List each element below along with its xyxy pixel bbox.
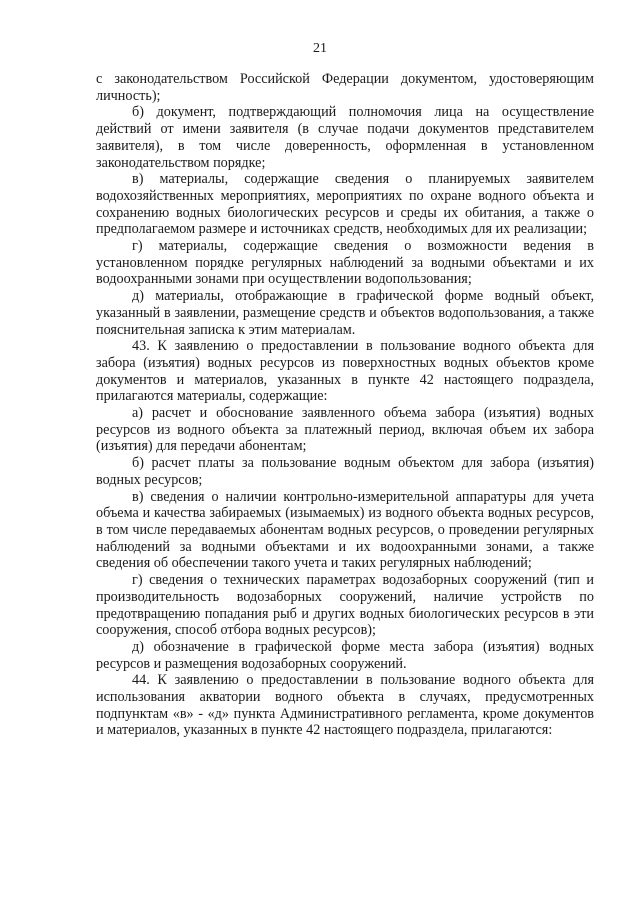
paragraph-item-v-measures: в) материалы, содержащие сведения о планируемых заявителем водохозяйственных мероприятиях, мероприятиях по охране водного объекта и сохранению водных биологических ресурсов и среды их обитания, а также о предполагаемом размере и источниках средств, необходимых для их реализации; [96,171,594,238]
page-number: 21 [313,41,327,56]
paragraph-item-d-graphics: д) материалы, отображающие в графической форме водный объект, указанный в заявлении, размещение средств и объектов водопользования, а также пояснительная записка к этим материалам. [96,288,594,338]
paragraph-clause-44: 44. К заявлению о предоставлении в пользование водного объекта для использования акватории водного объекта в случаях, предусмотренных подпунктам «в» - «д» пункта Административного регламента, кроме документов и материалов, указанных в пункте 42 настоящего подраздела, прилагаются: [96,672,594,739]
paragraph-item-g-monitoring: г) материалы, содержащие сведения о возможности ведения в установленном порядке регулярных наблюдений за водными объектами и их водоохранными зонами при осуществлении водопользования; [96,238,594,288]
body-text [96,71,594,739]
paragraph-item-d-location: д) обозначение в графической форме места забора (изъятия) водных ресурсов и размещения водозаборных сооружений. [96,638,594,672]
paragraph-clause-43: 43. К заявлению о предоставлении в пользование водного объекта для забора (изъятия) водных ресурсов из поверхностных водных объектов кроме документов и материалов, указанных в пункте 42 настоящего подраздела, прилагаются материалы, содержащие: [96,338,594,405]
paragraph-item-a-calculation: а) расчет и обоснование заявленного объема забора (изъятия) водных ресурсов из водного объекта за платежный период, включая объем их забора (изъятия) для передачи абонентам; [96,405,594,455]
paragraph-continuation: с законодательством Российской Федерации документом, удостоверяющим личность); [96,71,594,104]
paragraph-item-g-technical: г) сведения о технических параметрах водозаборных сооружений (тип и производительность водозаборных сооружений, наличие устройств по предотвращению попадания рыб и других водных биологических ресурсов в эти сооружения, способ отбора водных ресурсов); [96,572,594,639]
paragraph-item-v-instruments: в) сведения о наличии контрольно-измерительной аппаратуры для учета объема и качества забираемых (изымаемых) из водного объекта водных ресурсов, в том числе передаваемых абонентам водных ресурсов, о проведении регулярных наблюдений за водными объектами и их водоохранными зонами, а также сведения об обеспечении такого учета и таких регулярных наблюдений; [96,488,594,572]
paragraph-item-b-fee: б) расчет платы за пользование водным объектом для забора (изъятия) водных ресурсов; [96,455,594,488]
paragraph-item-b-identity: б) документ, подтверждающий полномочия лица на осуществление действий от имени заявителя (в случае подачи документов представителем заявителя), в том числе доверенность, оформленная в установленном законодательством порядке; [96,104,594,171]
